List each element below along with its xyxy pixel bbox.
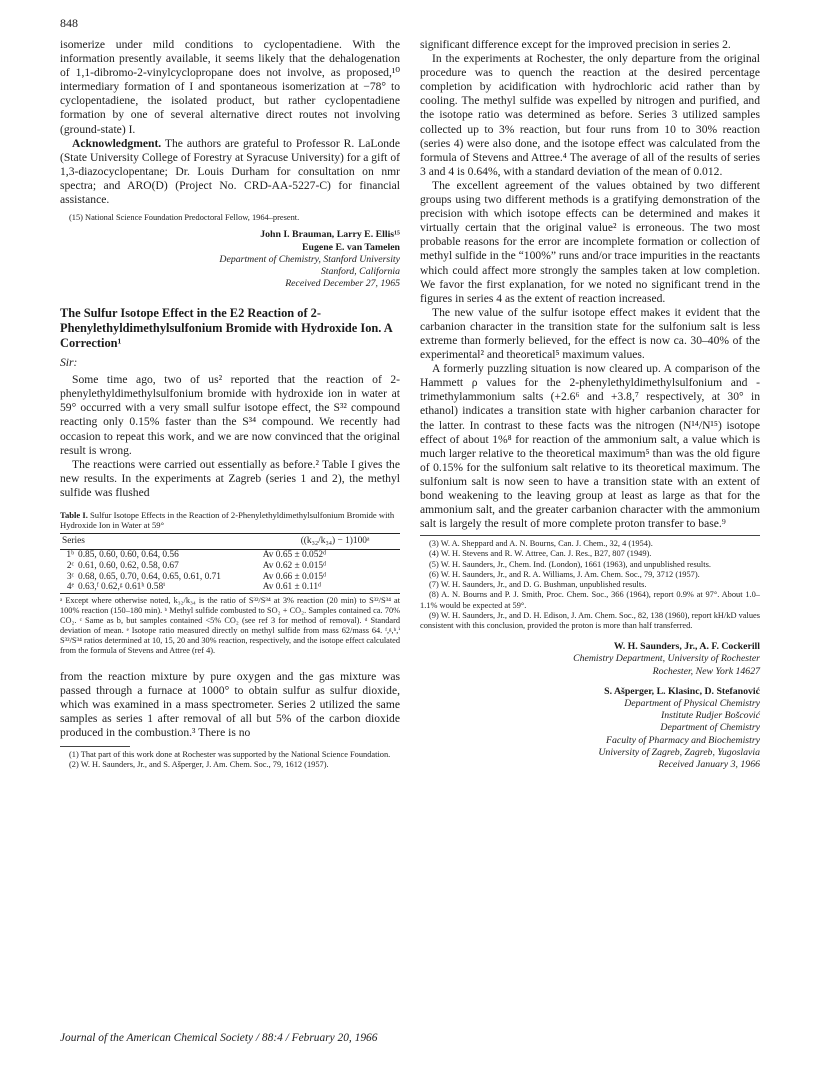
paragraph: from the reaction mixture by pure oxygen and the gas mixture was passed through a furnace at 1000° to obtain sulfur as sulfur dioxide, which was examined in a mass spectrometer. Series 2 utilized the same samples as series 1 after removal of all but 5% of the carbon dioxide produced in the combustion.³ There is no bbox=[60, 669, 400, 740]
table-cell-series: 3ᶜ bbox=[66, 571, 74, 582]
received-date: Received December 27, 1965 bbox=[285, 278, 400, 290]
acknowledgment bbox=[60, 137, 400, 207]
author-names-2: Eugene E. van Tamelen bbox=[302, 241, 400, 253]
affiliation-line: Stanford, California bbox=[320, 265, 400, 277]
paragraph: The new value of the sulfur isotope effect makes it evident that the carbanion character in the transition state for the sulfonium salt is less extreme than formerly believed, for the effect is now ca. 30–40% of the experimental² and theoretical⁵ maximum values. bbox=[420, 305, 760, 362]
affiliation-line: Chemistry Department, University of Rochester bbox=[573, 653, 760, 665]
page-number: 848 bbox=[60, 16, 78, 30]
affiliation-line: Faculty of Pharmacy and Biochemistry bbox=[606, 734, 760, 746]
affiliation-line: Rochester, New York 14627 bbox=[652, 665, 760, 677]
footnote-divider bbox=[60, 746, 130, 747]
table-cell-values: 0.85, 0.60, 0.60, 0.64, 0.56 bbox=[78, 550, 179, 561]
acknowledgment-heading: Acknowledgment. bbox=[72, 136, 162, 150]
footnote-5: (5) W. H. Saunders, Jr., Chem. Ind. (London), 1661 (1963), and unpublished results. bbox=[429, 559, 711, 569]
footnote-15: (15) National Science Foundation Predoctoral Fellow, 1964–present. bbox=[69, 213, 300, 223]
table-header-value: ((k₃₂/k₃₄) − 1)100ᵃ bbox=[261, 533, 400, 550]
author-names-3: W. H. Saunders, Jr., A. F. Cockerill bbox=[613, 641, 760, 653]
left-column bbox=[60, 38, 400, 771]
paragraph: In the experiments at Rochester, the only departure from the original procedure was to quench the reaction at the desired percentage completion by acidification with hydrochloric acid rather than by cooling. The methyl sulfide was expelled by nitrogen and purified, and the isotope ratio was determined as before. Series 3 utilized samples collected up to 3% reaction, but four runs from 10 to 30% reaction (series 4) were also done, and the isotope effect was calculated from the formula of Stevens and Attree.⁴ The average of all of the results of series 3 and 4 is 0.64%, with a standard deviation of the mean of 0.012. bbox=[420, 52, 760, 178]
salutation: Sir: bbox=[60, 356, 78, 370]
author-block-1 bbox=[60, 229, 400, 290]
table-caption bbox=[60, 510, 400, 531]
table-row bbox=[60, 550, 400, 561]
table-cell-average: Av 0.62 ± 0.015ᵈ bbox=[262, 560, 327, 571]
table-cell-values: 0.63,ᶠ 0.62,ᵍ 0.61ʰ 0.58ⁱ bbox=[76, 582, 261, 593]
table-footnotes: ᵃ Except where otherwise noted, k₃₂/k₃₄ is the ratio of S³²/S³⁴ at 3% reaction (20 min) to S³²/S³⁴ at 100% reaction (150–180 min). ᵇ Methyl sulfide combusted to SO₂ + CO₂. Samples contained ca. 70% CO₂. ᶜ Same as b, but samples contained <5% CO₂ (see ref 3 for method of removal). ᵈ Standard deviation of mean. ᵉ Isotope ratio measured directly on methyl sulfide from mass 62/mass 64. ᶠ,ᵍ,ʰ,ⁱ S³²/S³⁴ ratios determined at 10, 15, 20 and 30% reaction, respectively, and the isotope effect calculated from the formula of Stevens and Attree (ref 4). bbox=[60, 595, 400, 655]
table-row bbox=[60, 572, 400, 583]
table-cell-series: 2ᶜ bbox=[66, 560, 74, 571]
right-column bbox=[420, 38, 760, 771]
affiliation-line: Institute Rudjer Bošcović bbox=[660, 710, 760, 722]
table-cell-series: 4ᵉ bbox=[60, 582, 76, 593]
received-date: Received January 3, 1966 bbox=[658, 758, 760, 770]
affiliation-line: Department of Chemistry, Stanford University bbox=[219, 253, 400, 265]
paragraph: The reactions were carried out essentially as before.² Table I gives the new results. In the experiments at Zagreb (series 1 and 2), the methyl sulfide was flushed bbox=[60, 457, 400, 499]
table-row bbox=[60, 561, 400, 572]
footnote-6: (6) W. H. Saunders, Jr., and R. A. Williams, J. Am. Chem. Soc., 79, 3712 (1957). bbox=[429, 569, 700, 579]
paragraph: A formerly puzzling situation is now cleared up. A comparison of the Hammett ρ values for the 2-phenylethyldimethylsulfonium and -trimethylammonium salts (+2.6⁶ and +3.8,⁷ respectively, at 30° in ethanol) indicates a transition state with higher carbanion character for the latter. In contrast to these facts was the nitrogen (N¹⁴/N¹⁵) isotope effect of about 1%⁸ for reaction of the ammonium salt, a value which is much larger relative to the theoretical maximum⁵ than was the old figure of 0.15% for the sulfonium salt relative to its theoretical maximum. The sulfonium salt is now seen to have a transition state with an extent of bond weakening to the leaving group at least as large as that for the ammonium salt, and the greater carbanion character with the ammonium salt is largely the result of more complete proton transfer to base.⁹ bbox=[420, 362, 760, 531]
footnote-1: (1) That part of this work done at Rochester was supported by the National Science Foundation. bbox=[69, 750, 391, 760]
footnote-7: (7) W. H. Saunders, Jr., and D. G. Bushman, unpublished results. bbox=[429, 580, 647, 590]
table-cell-average: Av 0.61 ± 0.11ᵈ bbox=[261, 582, 400, 593]
affiliation-line: Department of Physical Chemistry bbox=[624, 697, 760, 709]
footnote-4: (4) W. H. Stevens and R. W. Attree, Can. J. Res., B27, 807 (1949). bbox=[429, 549, 652, 559]
footnote-2: (2) W. H. Saunders, Jr., and S. Ašperger, J. Am. Chem. Soc., 79, 1612 (1957). bbox=[69, 760, 329, 770]
author-names-1: John I. Brauman, Larry E. Ellis¹⁵ bbox=[260, 229, 400, 241]
table-label: Table I. bbox=[60, 509, 88, 520]
paragraph: Some time ago, two of us² reported that the reaction of 2-phenylethyldimethylsulfonium bromide with hydroxide ion in water at 59° occurred with a very small sulfur isotope effect, the S³² compound reacting only 0.15% faster than the S³⁴ compound. We recently had occasion to repeat this work, and we are now convinced that the original result is wrong. bbox=[60, 373, 400, 457]
affiliation-line: University of Zagreb, Zagreb, Yugoslavia bbox=[598, 746, 760, 758]
footnote-3: (3) W. A. Sheppard and A. N. Bourns, Can. J. Chem., 32, 4 (1954). bbox=[429, 539, 653, 549]
table-cell-average: Av 0.66 ± 0.015ᵈ bbox=[262, 571, 327, 582]
table-header-series: Series bbox=[60, 533, 261, 550]
acknowledgment-body: The authors are grateful to Professor R. LaLonde (State University College of Forestry at Syracuse University) for a gift of 1,3-diazocyclopentane; Dr. Louis Durham for consultation on nmr spectra; and ARO(D) (Project No. CRD-AA-5227-C) for financial assistance. bbox=[60, 136, 400, 207]
table-cell-values: 0.68, 0.65, 0.70, 0.64, 0.65, 0.61, 0.71 bbox=[78, 571, 221, 582]
table-cell-series: 1ᵇ bbox=[66, 550, 74, 561]
journal-footer: Journal of the American Chemical Society / 88:4 / February 20, 1966 bbox=[60, 1032, 378, 1044]
author-names-4: S. Ašperger, L. Klasinc, D. Stefanović bbox=[604, 685, 760, 697]
paragraph: The excellent agreement of the values obtained by two different groups using two different methods is a gratifying demonstration of the precision with which isotope effects can be determined and makes it virtually certain that the original value² is erroneous. The two most probable reasons for the error are incomplete formation or collection of methyl sulfide in the “100%” runs and/or trace impurities in the reactants which could affect more strongly the samples taken at low completion. We favor the first explanation, for we noted no significant trend in the figures in series 4 as the extent of reaction increased. bbox=[420, 178, 760, 305]
table-row bbox=[60, 582, 400, 593]
footnote-8: (8) A. N. Bourns and P. J. Smith, Proc. Chem. Soc., 366 (1964), report 0.9% at 97°. About 1.0–1.1% would be expected at 59°. bbox=[420, 590, 760, 610]
table-cell-average: Av 0.65 ± 0.052ᵈ bbox=[262, 550, 327, 561]
isotope-table bbox=[60, 533, 400, 594]
author-block-2 bbox=[420, 641, 760, 771]
article-title: The Sulfur Isotope Effect in the E2 Reaction of 2-Phenylethyldimethylsulfonium Bromide with Hydroxide Ion. A Correction¹ bbox=[60, 306, 393, 350]
paragraph-continued: significant difference except for the improved precision in series 2. bbox=[420, 38, 731, 51]
paragraph-continued: isomerize under mild conditions to cyclopentadiene. With the information presently available, it seems likely that the dehalogenation of 1,1-dibromo-2-vinylcyclopropane does not involve, as proposed,¹⁰ intermediary formation of I and spontaneous isomerization at −78° to cyclopentadiene, the isolated product, but rather cyclopentadiene formation by one of several alternative direct routes not involving (ground-state) I. bbox=[60, 38, 400, 136]
table-cell-values: 0.61, 0.60, 0.62, 0.58, 0.67 bbox=[78, 560, 179, 571]
footnote-divider bbox=[420, 535, 760, 536]
footnote-9: (9) W. H. Saunders, Jr., and D. H. Edison, J. Am. Chem. Soc., 82, 138 (1960), report kH/kD values consistent with this conclusion, provided the proton is more than half transferred. bbox=[420, 610, 761, 630]
table-caption-text: Sulfur Isotope Effects in the Reaction of 2-Phenylethyldimethylsulfonium Bromide with Hydroxide Ion in Water at 59° bbox=[60, 509, 395, 531]
affiliation-line: Department of Chemistry bbox=[660, 722, 760, 734]
